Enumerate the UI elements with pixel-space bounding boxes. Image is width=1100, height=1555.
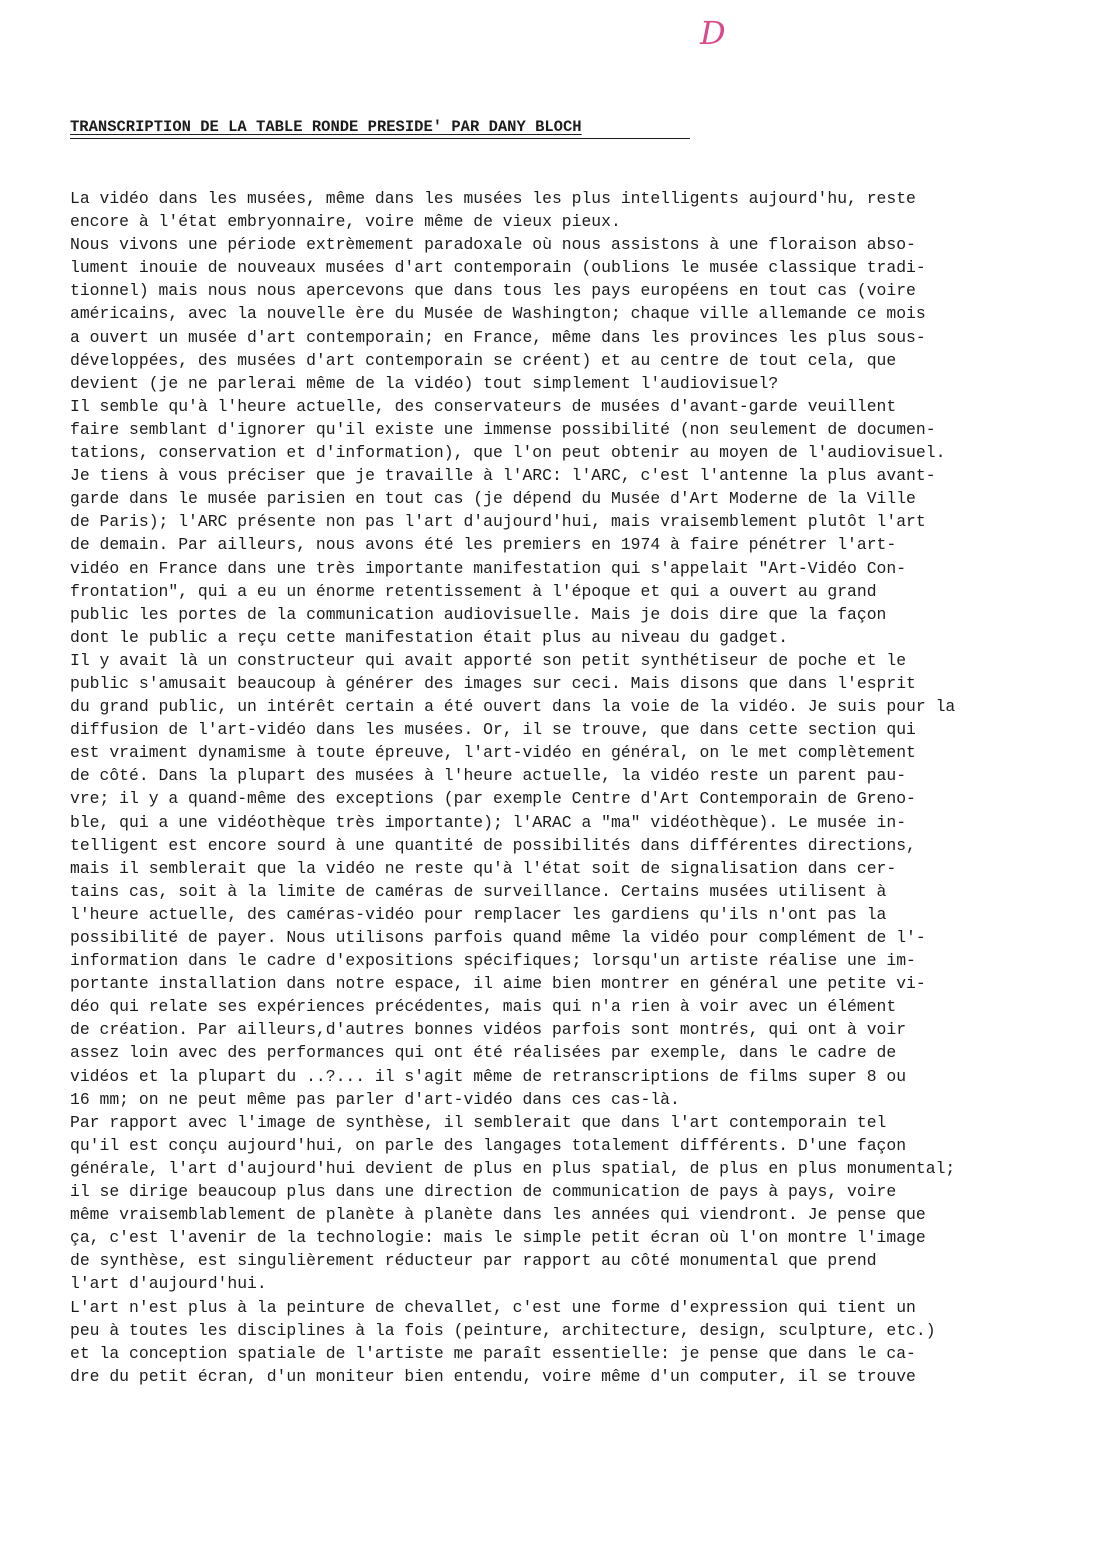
text-line: ça, c'est l'avenir de la technologie: mais le simple petit écran où l'on montre l'image: [70, 1228, 926, 1248]
text-line: tains cas, soit à la limite de caméras de surveillance. Certains musées utilisent à: [70, 881, 887, 901]
text-line: est vraiment dynamisme à toute épreuve, l'art-vidéo en général, on le met complètement: [70, 743, 916, 763]
text-line: Je tiens à vous préciser que je travaille à l'ARC: l'ARC, c'est l'antenne la plus avant-: [70, 466, 936, 486]
handwritten-page-mark: D: [700, 14, 726, 52]
text-line: public s'amusait beaucoup à générer des images sur ceci. Mais disons que dans l'esprit: [70, 673, 916, 693]
text-line: mais il semblerait que la vidéo ne reste qu'à l'état soit de signalisation dans cer-: [70, 858, 897, 878]
text-line: américains, avec la nouvelle ère du Musée de Washington; chaque ville allemande ce mois: [70, 304, 926, 324]
text-line: qu'il est conçu aujourd'hui, on parle des langages totalement différents. D'une façon: [70, 1135, 907, 1155]
text-line: l'art d'aujourd'hui.: [70, 1274, 267, 1294]
text-line: Il y avait là un constructeur qui avait apporté son petit synthétiseur de poche et le: [70, 650, 907, 670]
text-line: dont le public a reçu cette manifestation était plus au niveau du gadget.: [70, 627, 789, 647]
text-line: de demain. Par ailleurs, nous avons été les premiers en 1974 à faire pénétrer l'art-: [70, 535, 897, 555]
text-line: Il semble qu'à l'heure actuelle, des conservateurs de musées d'avant-garde veuillent: [70, 396, 897, 416]
text-line: encore à l'état embryonnaire, voire même de vieux pieux.: [70, 212, 621, 232]
text-line: déo qui relate ses expériences précédentes, mais qui n'a rien à voir avec un élément: [70, 997, 897, 1017]
text-line: vidéo en France dans une très importante manifestation qui s'appelait "Art-Vidéo Con-: [70, 558, 907, 578]
text-line: lument inouie de nouveaux musées d'art contemporain (oublions le musée classique tradi-: [70, 258, 926, 278]
text-line: possibilité de payer. Nous utilisons parfois quand même la vidéo pour complément de l'-: [70, 928, 926, 947]
text-line: L'art n'est plus à la peinture de chevallet, c'est une forme d'expression qui tient un: [70, 1297, 916, 1317]
text-line: et la conception spatiale de l'artiste me paraît essentielle: je pense que dans le ca-: [70, 1343, 916, 1363]
text-line: l'heure actuelle, des caméras-vidéo pour remplacer les gardiens qu'ils n'ont pas la: [70, 904, 887, 924]
text-line: diffusion de l'art-vidéo dans les musées. Or, il se trouve, que dans cette section qui: [70, 720, 916, 740]
text-line: ble, qui a une vidéothèque très importante); l'ARAC a "ma" vidéothèque). Le musée in-: [70, 812, 907, 832]
text-line: vidéos et la plupart du ..?... il s'agit même de retranscriptions de films super 8 ou: [70, 1066, 907, 1086]
document-title: TRANSCRIPTION DE LA TABLE RONDE PRESIDE' PAR DANY BLOCH: [70, 118, 582, 136]
text-line: portante installation dans notre espace, il aime bien montrer en général une petite vi-: [70, 974, 926, 994]
transcript-body: [70, 187, 1070, 1388]
text-line: frontation", qui a eu un énorme retentissement à l'époque et qui a ouvert au grand: [70, 581, 877, 601]
text-line: information dans le cadre d'expositions spécifiques; lorsqu'un artiste réalise une im-: [70, 951, 916, 971]
title-underline-rule: [70, 138, 690, 139]
text-line: même vraisemblablement de planète à planète dans les années qui viendront. Je pense que: [70, 1205, 926, 1225]
text-line: Par rapport avec l'image de synthèse, il semblerait que dans l'art contemporain tel: [70, 1112, 887, 1132]
text-line: vre; il y a quand-même des exceptions (par exemple Centre d'Art Contemporain de Greno-: [70, 789, 916, 809]
text-line: Nous vivons une période extrèmement paradoxale où nous assistons à une floraison abso-: [70, 235, 916, 255]
text-line: de synthèse, est singulièrement réducteur par rapport au côté monumental que prend: [70, 1251, 877, 1271]
text-line: de Paris); l'ARC présente non pas l'art d'aujourd'hui, mais vraisemblement plutôt l'art: [70, 512, 926, 532]
text-line: tations, conservation et d'information), que l'on peut obtenir au moyen de l'audiovisuel.: [70, 443, 946, 463]
text-line: de côté. Dans la plupart des musées à l'heure actuelle, la vidéo reste un parent pau-: [70, 766, 907, 786]
text-line: a ouvert un musée d'art contemporain; en France, même dans les provinces les plus sous-: [70, 327, 926, 347]
text-line: public les portes de la communication audiovisuelle. Mais je dois dire que la façon: [70, 604, 887, 624]
text-line: assez loin avec des performances qui ont été réalisées par exemple, dans le cadre de: [70, 1043, 897, 1063]
text-line: tionnel) mais nous nous apercevons que dans tous les pays européens en tout cas (voire: [70, 281, 916, 301]
text-line: 16 mm; on ne peut même pas parler d'art-vidéo dans ces cas-là.: [70, 1089, 680, 1109]
text-line: générale, l'art d'aujourd'hui devient de plus en plus spatial, de plus en plus monumental;: [70, 1158, 956, 1178]
text-line: faire semblant d'ignorer qu'il existe une immense possibilité (non seulement de documen-: [70, 419, 936, 439]
text-line: peu à toutes les disciplines à la fois (peinture, architecture, design, sculpture, etc.): [70, 1320, 936, 1340]
text-line: de création. Par ailleurs,d'autres bonnes vidéos parfois sont montrés, qui ont à voir: [70, 1020, 907, 1040]
text-line: dre du petit écran, d'un moniteur bien entendu, voire même d'un computer, il se trouve: [70, 1366, 916, 1386]
text-line: La vidéo dans les musées, même dans les musées les plus intelligents aujourd'hu, reste: [70, 189, 916, 208]
text-line: il se dirige beaucoup plus dans une direction de communication de pays à pays, voire: [70, 1182, 897, 1202]
text-line: garde dans le musée parisien en tout cas (je dépend du Musée d'Art Moderne de la Ville: [70, 489, 916, 509]
text-line: du grand public, un intérêt certain a été ouvert dans la voie de la vidéo. Je suis pour la: [70, 697, 956, 717]
text-line: telligent est encore sourd à une quantité de possibilités dans différentes directions,: [70, 835, 916, 855]
text-line: devient (je ne parlerai même de la vidéo) tout simplement l'audiovisuel?: [70, 373, 779, 393]
text-line: développées, des musées d'art contemporain se créent) et au centre de tout cela, que: [70, 350, 897, 370]
